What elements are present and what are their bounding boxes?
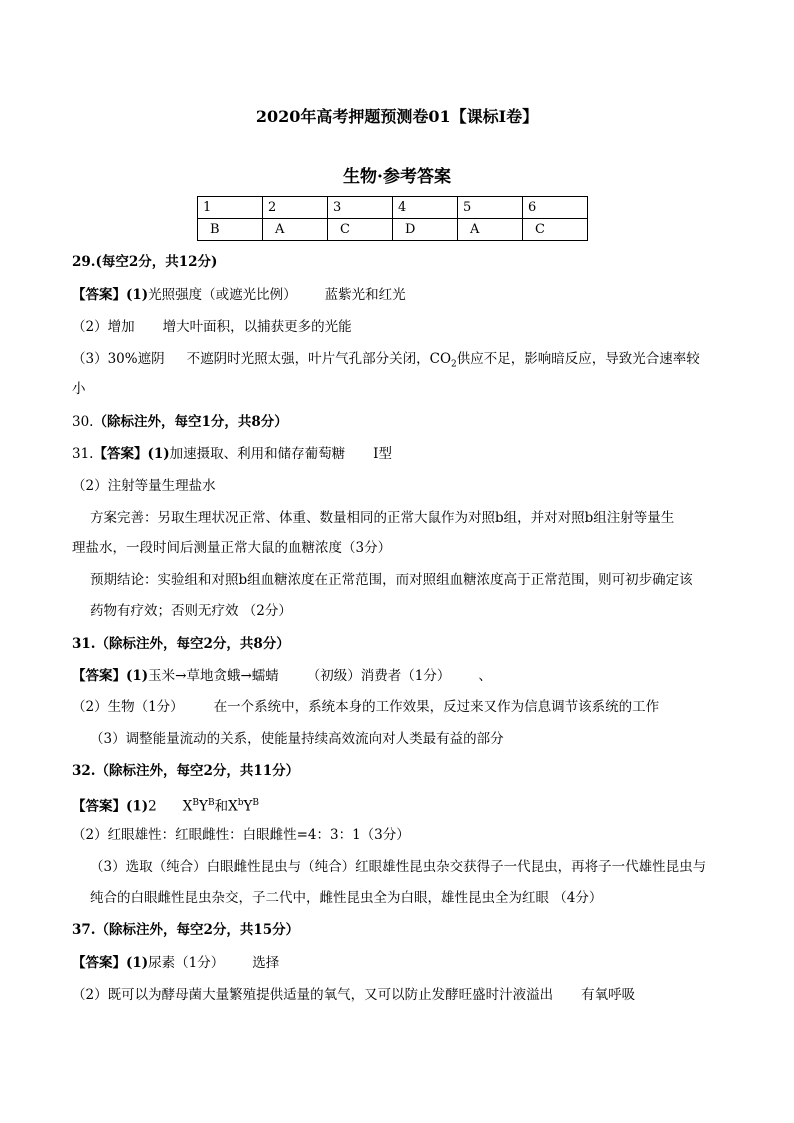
table-cell: 5 [458, 197, 523, 219]
answer-text: 光照强度（或遮光比例） [148, 287, 297, 303]
answer-text: 玉米→草地贪蛾→蠕蜻 [148, 668, 279, 684]
q37-answer-1 [72, 953, 279, 973]
answer-text: （初级）消费者（1分） [306, 668, 451, 684]
table-cell: 6 [523, 197, 588, 219]
q29-answer-1 [72, 285, 406, 305]
table-cell: 2 [263, 197, 328, 219]
superscript: B [207, 798, 215, 808]
table-cell: 3 [328, 197, 393, 219]
superscript: b [237, 798, 244, 808]
table-cell: B [198, 219, 263, 241]
answer-text: 不遮阴时光照太强，叶片气孔部分关闭，CO [186, 351, 452, 367]
q30-heading [72, 412, 288, 432]
genotype: Y [199, 798, 208, 815]
answer-text: 选择 [252, 955, 280, 971]
part-number: （2） [72, 319, 108, 335]
table-cell: A [458, 219, 523, 241]
table-cell: C [523, 219, 588, 241]
superscript: B [192, 798, 200, 808]
table-row-numbers [198, 197, 588, 219]
answer-tag: 【答案】 [93, 446, 148, 462]
q29-answer-3-cont: 小 [72, 381, 86, 397]
q31b-answer-2 [72, 697, 659, 717]
question-number: 30. [72, 414, 94, 430]
table-row-answers [198, 219, 588, 241]
q37-heading: 37.（除标注外，每空2分，共15分） [72, 922, 300, 938]
answer-text: （2）既可以为酵母菌大量繁殖提供适量的氧气，又可以防止发酵旺盛时汁液溢出 [72, 987, 554, 1003]
answer-tag: 【答案】 [72, 287, 126, 303]
genotype: X [182, 798, 193, 815]
q32-answer-3-line-2: 纯合的白眼雌性昆虫杂交，子二代中，雌性昆虫全为白眼，雄性昆虫全为红眼 （4分） [90, 890, 603, 906]
part-number: (1) [126, 955, 149, 971]
q32-heading: 32.（除标注外，每空2分，共11分） [72, 763, 300, 779]
q31a-answer-1 [72, 444, 392, 464]
page-subtitle: 生物·参考答案 [343, 167, 451, 187]
superscript: B [252, 798, 259, 808]
answer-text: 增加 [107, 319, 135, 335]
answer-text: （2）生物（1分） [72, 699, 184, 715]
q31a-plan-line-1: 方案完善：另取生理状况正常、体重、数量相同的正常大鼠作为对照b组，并对对照b组注射等量生 [90, 510, 675, 526]
q37-answer-2 [72, 985, 635, 1005]
answer-text: 尿素（1分） [148, 955, 225, 971]
part-number: （3） [72, 351, 108, 367]
q31b-answer-1 [72, 666, 492, 686]
q32-answer-2: （2）红眼雄性：红眼雌性：白眼雌性=4：3：1（3分） [72, 827, 410, 843]
q29-answer-3 [72, 349, 700, 375]
answer-tag: 【答案】 [72, 955, 126, 971]
part-number: (1) [126, 798, 149, 815]
q29-answer-2 [72, 317, 352, 337]
genotype: Y [243, 798, 253, 815]
answer-text: 和 [214, 798, 229, 815]
q31a-answer-2: （2）注射等量生理盐水 [72, 478, 216, 494]
answer-text: 加速摄取、利用和储存葡萄糖 [169, 446, 346, 462]
part-number: (1) [126, 668, 149, 684]
answer-text: 30%遮阴 [107, 351, 165, 367]
table-cell: A [263, 219, 328, 241]
genotype: X [228, 798, 238, 815]
q31b-heading: 31.（除标注外，每空2分，共8分） [72, 636, 290, 652]
q32-answer-1 [72, 793, 259, 817]
table-cell: C [328, 219, 393, 241]
answer-text: 有氧呼吸 [581, 987, 636, 1003]
q29-heading: 29.(每空2分，共12分) [72, 254, 218, 270]
part-number: (1) [126, 287, 149, 303]
answer-tag: 【答案】 [72, 668, 126, 684]
answer-text: I型 [373, 446, 392, 462]
answer-text: 2 [148, 798, 157, 815]
table-cell: 4 [393, 197, 458, 219]
subscript: 2 [451, 359, 457, 370]
q31a-result-line-2: 药物有疗效；否则无疗效 （2分） [90, 603, 292, 619]
answer-text: 增大叶面积，以捕获更多的光能 [162, 319, 352, 335]
q31a-plan-line-2: 理盐水，一段时间后测量正常大鼠的血糖浓度（3分） [72, 540, 392, 556]
page-title: 2020年高考押题预测卷01【课标I卷】 [255, 107, 539, 126]
heading-text: （除标注外，每空1分，共8分） [93, 414, 288, 430]
q31a-result-line-1: 预期结论：实验组和对照b组血糖浓度在正常范围，而对照组血糖浓度高于正常范围，则可初步确定该 [90, 572, 693, 588]
answer-text: 蓝紫光和红光 [324, 287, 406, 303]
q31b-answer-3: （3）调整能量流动的关系，使能量持续高效流向对人类最有益的部分 [90, 731, 504, 747]
answer-text: 供应不足，影响暗反应，导致光合速率较 [456, 351, 700, 367]
answer-tag: 【答案】 [72, 798, 126, 815]
part-number: (1) [147, 446, 170, 462]
answer-table [197, 196, 588, 241]
q32-answer-3-line-1: （3）选取（纯合）白眼雌性昆虫与（纯合）红眼雄性昆虫杂交获得子一代昆虫，再将子一代雄性昆虫与 [90, 859, 707, 875]
answer-text: 在一个系统中，系统本身的工作效果，反过来又作为信息调节该系统的工作 [213, 699, 660, 715]
question-number: 31. [72, 446, 94, 462]
table-cell: D [393, 219, 458, 241]
answer-text: 、 [478, 668, 492, 684]
table-cell: 1 [198, 197, 263, 219]
